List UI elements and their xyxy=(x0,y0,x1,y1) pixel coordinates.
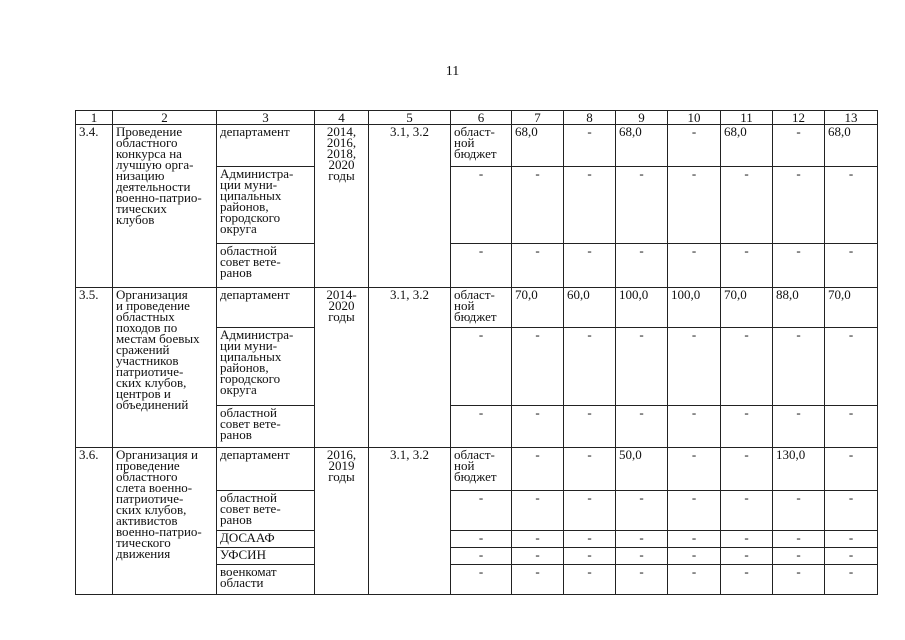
value-cell: - xyxy=(668,244,721,288)
executor-cell: департамент xyxy=(217,125,315,167)
executor-cell: Администра- ции муни- ципальных районов, городского округа xyxy=(217,328,315,406)
tasks-cell: 3.1, 3.2 xyxy=(369,448,451,595)
value-cell: - xyxy=(512,491,564,531)
executor-cell: департамент xyxy=(217,288,315,328)
value-cell: - xyxy=(564,328,616,406)
value-cell: 100,0 xyxy=(616,288,668,328)
value-cell: - xyxy=(564,244,616,288)
column-header: 1 xyxy=(76,111,113,125)
value-cell: - xyxy=(721,167,773,244)
value-cell: 130,0 xyxy=(773,448,825,491)
column-header: 4 xyxy=(315,111,369,125)
value-cell: - xyxy=(668,448,721,491)
value-cell: - xyxy=(668,565,721,595)
funding-source-cell: - xyxy=(451,531,512,548)
item-number: 3.4. xyxy=(76,125,113,288)
executor-cell: УФСИН xyxy=(217,548,315,565)
executor-cell: департамент xyxy=(217,448,315,491)
value-cell: - xyxy=(616,491,668,531)
value-cell: - xyxy=(564,125,616,167)
value-cell: - xyxy=(773,548,825,565)
value-cell: - xyxy=(825,531,878,548)
table-row xyxy=(76,288,878,328)
value-cell: - xyxy=(721,565,773,595)
value-cell: - xyxy=(616,328,668,406)
value-cell: 70,0 xyxy=(825,288,878,328)
value-cell: - xyxy=(564,167,616,244)
page-number: 11 xyxy=(445,64,460,79)
value-cell: - xyxy=(773,328,825,406)
value-cell: - xyxy=(773,244,825,288)
value-cell: - xyxy=(668,531,721,548)
value-cell: - xyxy=(512,406,564,448)
executor-cell: военкомат области xyxy=(217,565,315,595)
table-row xyxy=(76,448,878,491)
value-cell: - xyxy=(825,244,878,288)
value-cell: - xyxy=(721,448,773,491)
column-header: 11 xyxy=(721,111,773,125)
column-header: 12 xyxy=(773,111,825,125)
funding-source-cell: област- ной бюджет xyxy=(451,125,512,167)
funding-source-cell: - xyxy=(451,491,512,531)
value-cell: - xyxy=(616,548,668,565)
item-number: 3.5. xyxy=(76,288,113,448)
value-cell: 100,0 xyxy=(668,288,721,328)
value-cell: 68,0 xyxy=(512,125,564,167)
value-cell: - xyxy=(773,491,825,531)
value-cell: 68,0 xyxy=(825,125,878,167)
value-cell: - xyxy=(721,406,773,448)
funding-source-cell: област- ной бюджет xyxy=(451,288,512,328)
item-name: Проведение областного конкурса на лучшую орга- низацию деятельности военно-патрио- тических клубов xyxy=(113,125,217,288)
value-cell: 50,0 xyxy=(616,448,668,491)
value-cell: - xyxy=(668,491,721,531)
value-cell: - xyxy=(721,491,773,531)
executor-cell: Администра- ции муни- ципальных районов, городского округа xyxy=(217,167,315,244)
value-cell: - xyxy=(825,491,878,531)
value-cell: - xyxy=(721,548,773,565)
value-cell: - xyxy=(616,565,668,595)
value-cell: - xyxy=(512,167,564,244)
value-cell: - xyxy=(564,406,616,448)
value-cell: - xyxy=(564,565,616,595)
column-header: 5 xyxy=(369,111,451,125)
value-cell: - xyxy=(825,565,878,595)
column-header: 13 xyxy=(825,111,878,125)
value-cell: - xyxy=(825,548,878,565)
funding-source-cell: - xyxy=(451,244,512,288)
value-cell: - xyxy=(825,328,878,406)
value-cell: - xyxy=(721,531,773,548)
value-cell: - xyxy=(668,328,721,406)
value-cell: - xyxy=(564,531,616,548)
column-header: 10 xyxy=(668,111,721,125)
value-cell: - xyxy=(825,406,878,448)
value-cell: 70,0 xyxy=(512,288,564,328)
value-cell: 68,0 xyxy=(721,125,773,167)
item-number: 3.6. xyxy=(76,448,113,595)
executor-cell: областной совет вете- ранов xyxy=(217,244,315,288)
executor-cell: ДОСААФ xyxy=(217,531,315,548)
value-cell: - xyxy=(512,548,564,565)
column-header: 8 xyxy=(564,111,616,125)
years-cell: 2016, 2019 годы xyxy=(315,448,369,595)
value-cell: - xyxy=(825,448,878,491)
item-name: Организация и проведение областного слета военно- патриотиче- ских клубов, активистов военно-патрио- тического движения xyxy=(113,448,217,595)
value-cell: - xyxy=(668,548,721,565)
value-cell: - xyxy=(773,406,825,448)
funding-source-cell: - xyxy=(451,167,512,244)
value-cell: 60,0 xyxy=(564,288,616,328)
value-cell: - xyxy=(512,448,564,491)
item-name: Организация и проведение областных походов по местам боевых сражений участников патриотиче- ских клубов, центров и объединений xyxy=(113,288,217,448)
funding-source-cell: - xyxy=(451,406,512,448)
value-cell: 68,0 xyxy=(616,125,668,167)
value-cell: - xyxy=(512,328,564,406)
years-cell: 2014, 2016, 2018, 2020 годы xyxy=(315,125,369,288)
tasks-cell: 3.1, 3.2 xyxy=(369,125,451,288)
value-cell: - xyxy=(616,406,668,448)
value-cell: 70,0 xyxy=(721,288,773,328)
value-cell: - xyxy=(721,328,773,406)
value-cell: - xyxy=(668,125,721,167)
column-header: 2 xyxy=(113,111,217,125)
value-cell: - xyxy=(564,548,616,565)
value-cell: - xyxy=(616,244,668,288)
executor-cell: областной совет вете- ранов xyxy=(217,491,315,531)
value-cell: - xyxy=(616,167,668,244)
value-cell: - xyxy=(564,491,616,531)
value-cell: - xyxy=(773,531,825,548)
program-table xyxy=(75,110,878,595)
tasks-cell: 3.1, 3.2 xyxy=(369,288,451,448)
funding-source-cell: - xyxy=(451,565,512,595)
value-cell: - xyxy=(512,244,564,288)
value-cell: - xyxy=(773,125,825,167)
column-header: 6 xyxy=(451,111,512,125)
column-header: 3 xyxy=(217,111,315,125)
value-cell: - xyxy=(564,448,616,491)
value-cell: - xyxy=(825,167,878,244)
funding-source-cell: - xyxy=(451,548,512,565)
executor-cell: областной совет вете- ранов xyxy=(217,406,315,448)
years-cell: 2014- 2020 годы xyxy=(315,288,369,448)
funding-source-cell: - xyxy=(451,328,512,406)
value-cell: - xyxy=(512,565,564,595)
header-row xyxy=(76,111,878,125)
value-cell: - xyxy=(668,167,721,244)
table-row xyxy=(76,125,878,167)
value-cell: - xyxy=(721,244,773,288)
funding-source-cell: област- ной бюджет xyxy=(451,448,512,491)
column-header: 7 xyxy=(512,111,564,125)
value-cell: - xyxy=(773,565,825,595)
column-header: 9 xyxy=(616,111,668,125)
value-cell: - xyxy=(773,167,825,244)
value-cell: 88,0 xyxy=(773,288,825,328)
value-cell: - xyxy=(616,531,668,548)
value-cell: - xyxy=(512,531,564,548)
value-cell: - xyxy=(668,406,721,448)
